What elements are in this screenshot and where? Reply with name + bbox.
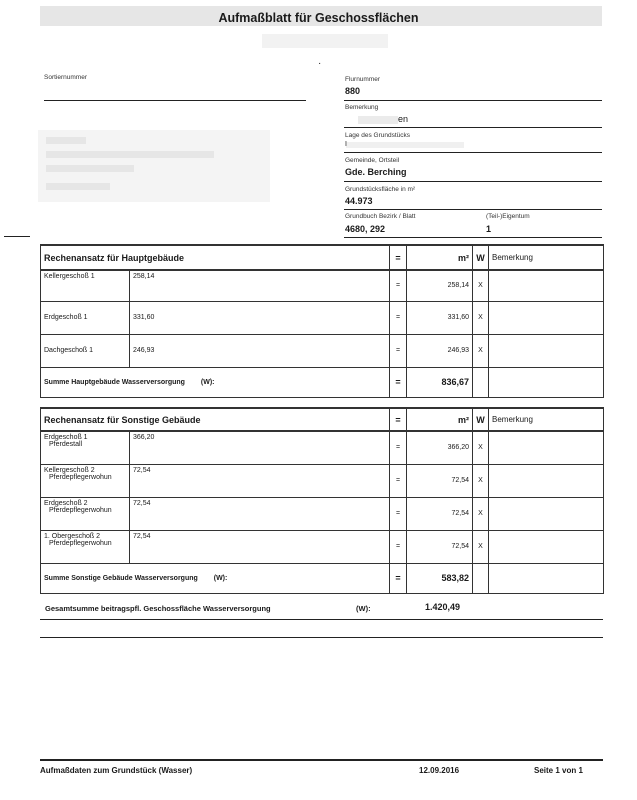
sum-bemerkung xyxy=(489,563,604,593)
row-label-cell xyxy=(41,464,130,497)
row-label: Kellergeschoß 2 xyxy=(44,466,95,474)
sum-row xyxy=(41,563,604,593)
row-label: 1. Obergeschoß 2 xyxy=(44,532,101,540)
row-ansatz: 366,20 xyxy=(130,431,390,464)
row-eq: = xyxy=(390,497,407,530)
sum-value: 836,67 xyxy=(407,367,473,397)
bemerkung-label: Bemerkung xyxy=(345,104,379,111)
grundbuch-value: 4680, 292 xyxy=(345,224,386,234)
row-m2: 366,20 xyxy=(407,431,473,464)
flaeche-line xyxy=(344,209,602,210)
address-line-redacted xyxy=(46,151,214,158)
grundbuch-label: Grundbuch Bezirk / Blatt xyxy=(345,213,416,220)
row-bemerkung xyxy=(489,530,604,563)
sortiernummer-label: Sortiernummer xyxy=(44,74,87,81)
row-m2: 246,93 xyxy=(407,334,473,367)
footer-date: 12.09.2016 xyxy=(419,766,460,775)
m2-header: m² xyxy=(407,408,473,431)
row-eq: = xyxy=(390,530,407,563)
sum-eq: = xyxy=(390,563,407,593)
bemerkung-line xyxy=(344,127,602,128)
sum-w xyxy=(473,563,489,593)
table-row xyxy=(41,301,604,334)
total-line xyxy=(40,619,603,620)
row-ansatz: 72,54 xyxy=(130,464,390,497)
dot-mark: · xyxy=(318,58,322,69)
lage-redacted xyxy=(346,142,464,148)
row-label: Erdgeschoß 1 xyxy=(44,434,88,441)
row-bemerkung xyxy=(489,464,604,497)
sum-row xyxy=(41,367,604,397)
row-w: X xyxy=(473,334,489,367)
sum-w-label: (W): xyxy=(213,574,228,582)
row-label: Dachgeschoß 1 xyxy=(41,334,130,367)
row-ansatz: 72,54 xyxy=(130,497,390,530)
row-ansatz: 246,93 xyxy=(130,334,390,367)
faint-subtitle-block xyxy=(262,34,388,48)
table-hauptgebaeude xyxy=(40,244,604,398)
total-label: Gesamtsumme beitragspfl. Geschossfläche Wasserversorgung xyxy=(45,604,271,613)
row-label: Erdgeschoß 2 xyxy=(44,499,88,507)
row-m2: 72,54 xyxy=(407,497,473,530)
teil-eigentum-label: (Teil-)Eigentum xyxy=(486,213,530,220)
sum-eq: = xyxy=(390,367,407,397)
row-bemerkung xyxy=(489,301,604,334)
flaeche-label: Grundstücksfläche in m² xyxy=(345,186,416,193)
teil-eigentum-value: 1 xyxy=(486,224,492,234)
w-header: W xyxy=(473,408,489,431)
grundbuch-line xyxy=(344,237,602,238)
table-row xyxy=(41,334,604,367)
bemerkung-redacted xyxy=(358,116,398,124)
row-sublabel: Pferdestall xyxy=(49,441,83,448)
lage-line xyxy=(344,152,602,153)
lage-label: Lage des Grundstücks xyxy=(345,132,411,139)
table-header-row xyxy=(41,408,604,431)
row-sublabel: Pferdepflegerwohun xyxy=(49,539,112,547)
row-m2: 258,14 xyxy=(407,270,473,301)
table-row xyxy=(41,431,604,464)
row-w: X xyxy=(473,530,489,563)
row-label: Erdgeschoß 1 xyxy=(41,301,130,334)
table-row xyxy=(41,497,604,530)
lage-value: I xyxy=(345,141,347,148)
row-eq: = xyxy=(390,334,407,367)
row-ansatz: 331,60 xyxy=(130,301,390,334)
margin-dash xyxy=(4,236,30,237)
row-w: X xyxy=(473,270,489,301)
table-header-row xyxy=(41,245,604,270)
row-eq: = xyxy=(390,270,407,301)
row-sublabel: Pferdepflegerwohun xyxy=(49,473,112,481)
bemerkung-value: en xyxy=(398,114,409,124)
sum-label-cell xyxy=(41,367,390,397)
w-header: W xyxy=(473,245,489,270)
row-eq: = xyxy=(390,301,407,334)
row-bemerkung xyxy=(489,270,604,301)
row-w: X xyxy=(473,301,489,334)
table-title: Rechenansatz für Hauptgebäude xyxy=(41,245,390,270)
row-label-cell xyxy=(41,530,130,563)
sum-label-cell xyxy=(41,563,390,593)
flurnummer-line xyxy=(344,100,602,101)
sum-w-label: (W): xyxy=(200,378,215,386)
row-label-cell xyxy=(41,497,130,530)
footer-title: Aufmaßdaten zum Grundstück (Wasser) xyxy=(40,766,193,775)
address-line-redacted xyxy=(46,183,110,190)
sum-bemerkung xyxy=(489,367,604,397)
row-m2: 72,54 xyxy=(407,530,473,563)
gemeinde-value: Gde. Berching xyxy=(345,167,407,177)
sortiernummer-line xyxy=(44,100,306,101)
bemerkung-header: Bemerkung xyxy=(489,245,604,270)
row-bemerkung xyxy=(489,334,604,367)
sum-w xyxy=(473,367,489,397)
eq-header: = xyxy=(390,408,407,431)
table-sonstige-gebaeude xyxy=(40,407,604,594)
address-line-redacted xyxy=(46,137,86,144)
row-eq: = xyxy=(390,431,407,464)
page-title: Aufmaßblatt für Geschossflächen xyxy=(218,11,419,25)
gemeinde-line xyxy=(344,181,602,182)
eq-header: = xyxy=(390,245,407,270)
row-w: X xyxy=(473,464,489,497)
table-row xyxy=(41,270,604,301)
bemerkung-header: Bemerkung xyxy=(489,408,604,431)
row-bemerkung xyxy=(489,431,604,464)
sum-label: Summe Sonstige Gebäude Wasserversorgung xyxy=(44,574,198,582)
total-w-label: (W): xyxy=(356,604,371,613)
row-m2: 331,60 xyxy=(407,301,473,334)
sum-label: Summe Hauptgebäude Wasserversorgung xyxy=(44,378,185,386)
address-line-redacted xyxy=(46,165,134,172)
row-label: Kellergeschoß 1 xyxy=(41,270,130,301)
row-sublabel: Pferdepflegerwohun xyxy=(49,506,112,514)
row-w: X xyxy=(473,431,489,464)
total-value: 1.420,49 xyxy=(425,602,461,612)
row-w: X xyxy=(473,497,489,530)
footer-line xyxy=(40,759,603,761)
table-title: Rechenansatz für Sonstige Gebäude xyxy=(41,408,390,431)
row-eq: = xyxy=(390,464,407,497)
table-row xyxy=(41,530,604,563)
m2-header: m² xyxy=(407,245,473,270)
row-bemerkung xyxy=(489,497,604,530)
flurnummer-label: Flurnummer xyxy=(345,76,381,83)
row-ansatz: 258,14 xyxy=(130,270,390,301)
footer-page: Seite 1 von 1 xyxy=(534,766,583,775)
gemeinde-label: Gemeinde, Ortsteil xyxy=(345,157,400,164)
divider-line xyxy=(40,637,603,638)
row-ansatz: 72,54 xyxy=(130,530,390,563)
table-row xyxy=(41,464,604,497)
sum-value: 583,82 xyxy=(407,563,473,593)
row-label-cell xyxy=(41,431,130,464)
row-m2: 72,54 xyxy=(407,464,473,497)
flaeche-value: 44.973 xyxy=(345,196,373,206)
flurnummer-value: 880 xyxy=(345,86,361,96)
